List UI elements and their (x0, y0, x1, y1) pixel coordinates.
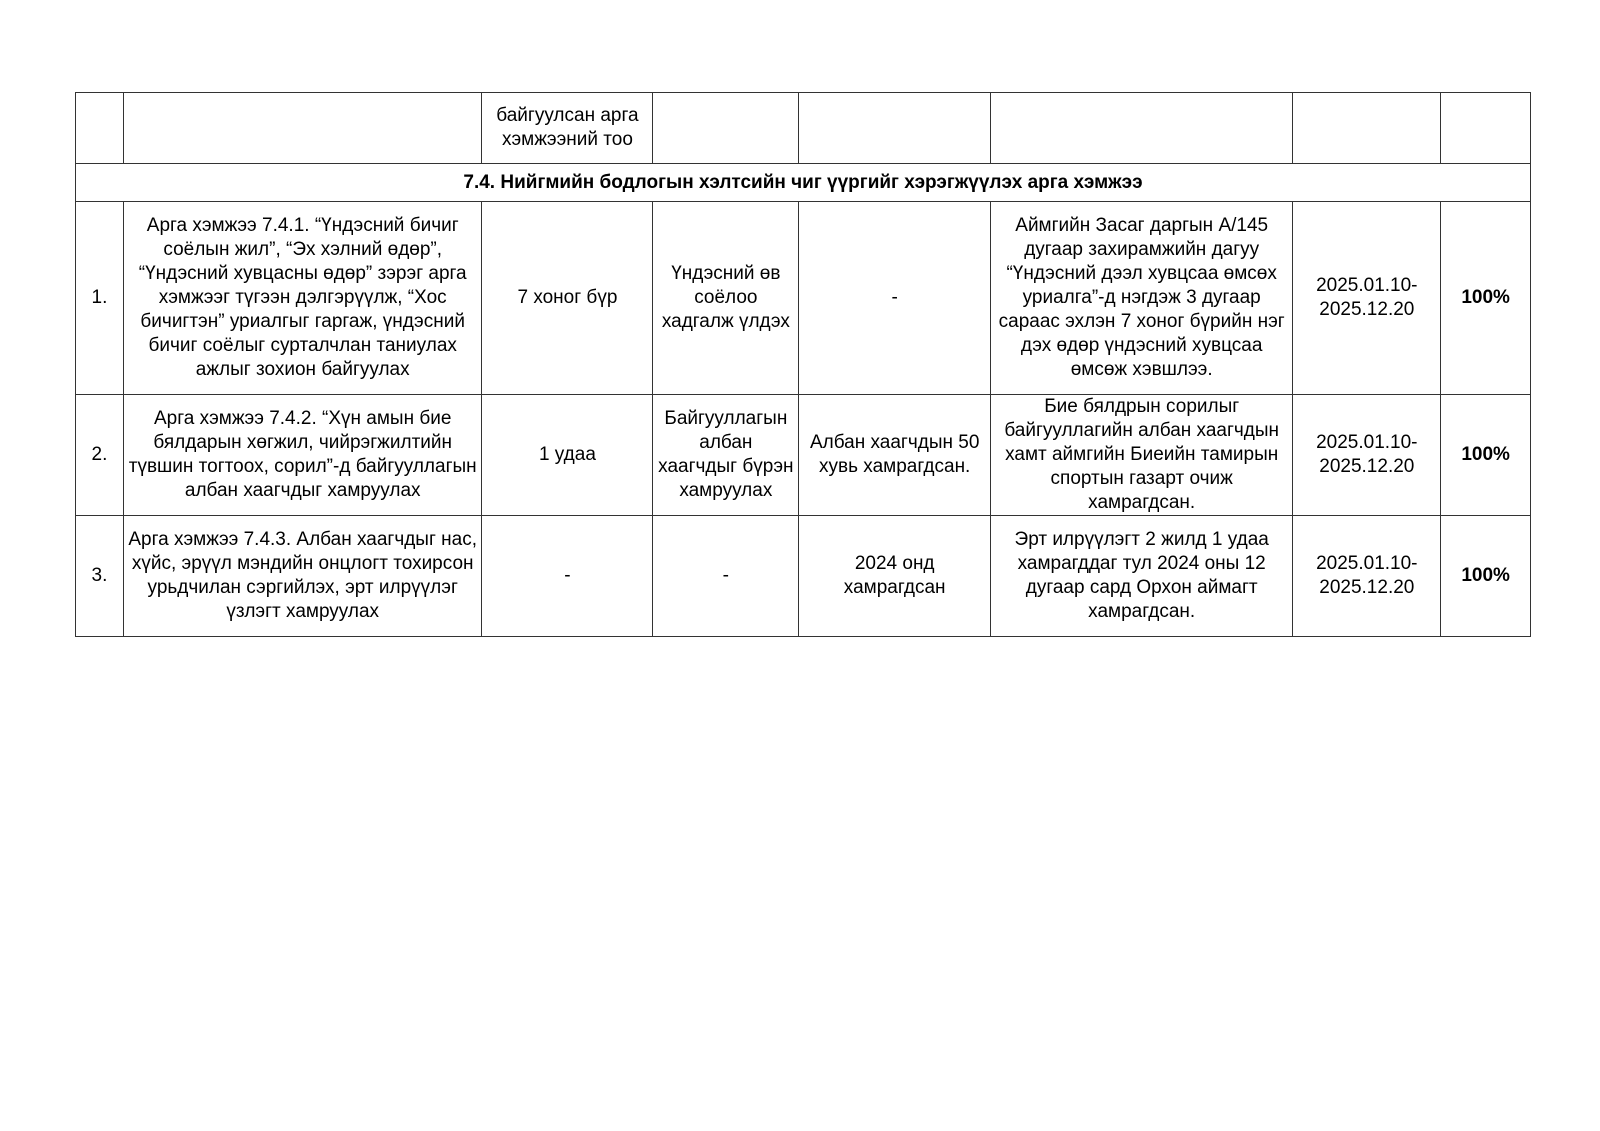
completion-percent: 100% (1441, 395, 1531, 516)
table-row (76, 516, 1531, 637)
baseline: Албан хаагчдын 50 хувь хамрагдсан. (799, 395, 991, 516)
cell-baseline (799, 93, 991, 164)
period: 2025.01.10-2025.12.20 (1293, 202, 1441, 395)
action-plan-table (75, 92, 1531, 637)
baseline: 2024 онд хамрагдсан (799, 516, 991, 637)
completion-percent: 100% (1441, 516, 1531, 637)
section-title: 7.4. Нийгмийн бодлогын хэлтсийн чиг үүргийг хэрэгжүүлэх арга хэмжээ (76, 164, 1531, 202)
cell-period (1293, 93, 1441, 164)
frequency: - (482, 516, 653, 637)
result-description: Аймгийн Засаг даргын А/145 дугаар захирамжийн дагуу “Үндэсний дээл хувцсаа өмсөх уриалга”-д нэгдэж 3 дугаар сараас эхлэн 7 хоног бүрийн нэг дэх өдөр үндэсний хувцсаа өмсөж хэвшлээ. (991, 202, 1293, 395)
cell-action (123, 93, 482, 164)
result-description: Эрт илрүүлэгт 2 жилд 1 удаа хамрагддаг тул 2024 оны 12 дугаар сард Орхон аймагт хамрагдсан. (991, 516, 1293, 637)
row-number: 1. (76, 202, 124, 395)
row-number: 2. (76, 395, 124, 516)
section-header-row (76, 164, 1531, 202)
row-number: 3. (76, 516, 124, 637)
cell-percent (1441, 93, 1531, 164)
period: 2025.01.10-2025.12.20 (1293, 516, 1441, 637)
frequency: 1 удаа (482, 395, 653, 516)
period: 2025.01.10-2025.12.20 (1293, 395, 1441, 516)
expected-outcome: Байгууллагын албан хаагчдыг бүрэн хамруулах (653, 395, 799, 516)
expected-outcome: Үндэсний өв соёлоо хадгалж үлдэх (653, 202, 799, 395)
action-description: Арга хэмжээ 7.4.1. “Үндэсний бичиг соёлын жил”, “Эх хэлний өдөр”, “Үндэсний хувцасны өдөр” зэрэг арга хэмжээг түгээн дэлгэрүүлж, “Хос бичигтэн” уриалгыг гаргаж, үндэсний бичиг соёлыг сурталчлан таниулах ажлыг зохион байгуулах (123, 202, 482, 395)
action-description: Арга хэмжээ 7.4.2. “Хүн амын бие бялдарын хөгжил, чийрэгжилтийн түвшин тогтоох, сорил”-д байгууллагын албан хаагчдыг хамруулах (123, 395, 482, 516)
cell-result (991, 93, 1293, 164)
table-row-continuation (76, 93, 1531, 164)
result-description: Бие бялдрын сорилыг байгууллагийн албан хаагчдын хамт аймгийн Биеийн тамирын спортын газарт очиж хамрагдсан. (991, 395, 1293, 516)
table-row (76, 395, 1531, 516)
cell-expected (653, 93, 799, 164)
cell-indicator: байгуулсан арга хэмжээний тоо (482, 93, 653, 164)
action-description: Арга хэмжээ 7.4.3. Албан хаагчдыг нас, хүйс, эрүүл мэндийн онцлогт тохирсон урьдчилан сэргийлэх, эрт илрүүлэг үзлэгт хамруулах (123, 516, 482, 637)
expected-outcome: - (653, 516, 799, 637)
cell-num (76, 93, 124, 164)
table-row (76, 202, 1531, 395)
frequency: 7 хоног бүр (482, 202, 653, 395)
baseline: - (799, 202, 991, 395)
completion-percent: 100% (1441, 202, 1531, 395)
